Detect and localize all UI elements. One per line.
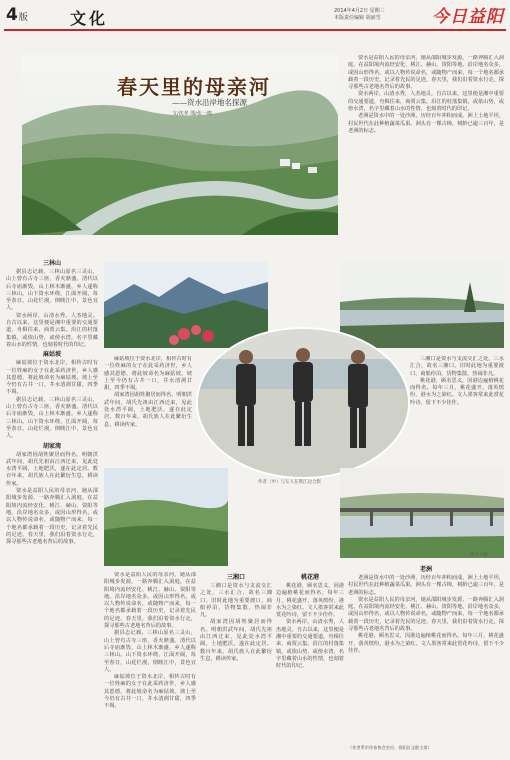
paragraph-taohuagang: 桃花港，顾名思义，因港边遍植桃花而得名。每年三月，桃花盛开，落英缤纷，港水为之染红。文人墨客常来此赏花吟诗，留下不少佳作。 bbox=[276, 583, 344, 619]
intro-paragraph: 资水是益阳人民的母亲河，她从邵阳城步发源，一路奔腾汇入洞庭，在益阳境内流经安化、桃江、赫山、资阳等地。沿岸地名众多，或因山形得名，或以人物传说命名，或随物产而来，每一个地名都承载着一段历史，记录着先民的足迹。春天里，我们沿着资水行走，探寻那些古老地名背后的故事。 bbox=[348, 55, 504, 91]
spring-landscape-image bbox=[104, 468, 228, 566]
group-photo-image bbox=[198, 329, 408, 477]
paragraph-magu: 麻姑坡位于资水北岸，相传古时有一位姓麻的女子在此采药济世，乡人感其恩德，将此坡命名为麻姑坡。坡上至今仍有古井一口，井水清冽甘甜，四季不竭。 bbox=[6, 360, 98, 396]
page-number-value: 4 bbox=[6, 5, 18, 25]
page-suffix: 版 bbox=[18, 13, 28, 23]
author-note: （作者系市作家协会会员、资阳区文联主席） bbox=[348, 745, 432, 750]
paragraph-sanxiang: 三湘口是资水与支流交汇之处，三水汇合，故名三湘口。旧时此地为重要渡口，商船停泊，货物集散，热闹非凡。 bbox=[200, 583, 272, 619]
intro-paragraph-3: 老洲是资水中的一处沙洲，历经百年冲积而成。洲上土地平坦，村民世代在此种植蔬菜瓜果。洲头有一棵古樟，树龄已逾三百年，是老洲的标志。 bbox=[348, 113, 504, 134]
bridge-photo-caption: 资水大桥 bbox=[470, 553, 488, 558]
paragraph-intro-repeat: 资水两岸，山清水秀，人杰地灵。自古以来，这里便是湘中重要的交通要道，舟楫往来，商贾云集。沿江的村落集镇，或依山势，或傍水湾，名字里藏着山水的性情，也刻着时代的印记。 bbox=[6, 312, 98, 348]
section-title: 文化 bbox=[70, 9, 109, 28]
hero-photo bbox=[22, 55, 338, 235]
date-box bbox=[334, 8, 385, 22]
group-photo-caption: 作者（中）与友人在资江边合影 bbox=[258, 480, 321, 485]
intro-column bbox=[348, 55, 504, 233]
bottom-column-3 bbox=[276, 572, 344, 756]
paragraph-sanxiang-2: 三湘口是资水与支流交汇之处，三水汇合，故名三湘口。旧时此地为重要渡口，商船停泊，货物集散，热闹非凡。 bbox=[410, 356, 504, 377]
subhead-sanlin: 三林山 bbox=[42, 260, 61, 267]
mountain-flowers-photo bbox=[104, 262, 268, 348]
subhead-magu: 麻姑坡 bbox=[42, 351, 61, 359]
subhead-laozhou: 老洲 bbox=[419, 566, 432, 573]
paragraph-magu-3: 麻姑坡位于资水北岸，相传古时有一位姓麻的女子在此采药济世，乡人感其恩德，将此坡命名为麻姑坡。坡上至今仍有古井一口，井水清冽甘甜，四季不竭。 bbox=[104, 674, 196, 710]
bottom-column-4 bbox=[348, 564, 504, 744]
river-bank-photo bbox=[340, 262, 504, 348]
paragraph-hujia-3: 胡家湾因胡姓聚居而得名。明朝洪武年间，胡氏先祖由江西迁来，见此处水湾平阔，土地肥沃，遂在此定居。数百年来，胡氏族人在此繁衍生息，耕读传家。 bbox=[200, 619, 272, 662]
spring-landscape-photo bbox=[104, 468, 228, 566]
subhead-taohuagang: 桃花港 bbox=[300, 574, 319, 581]
paragraph-sanlin: 据县志记载，三林山原名三灵山，山上曾有古寺三座，香火鼎盛。清代以后寺庙渐毁，山上林木渐盛，乡人遂称三林山。山下资水环绕，江面开阔，每至春日，山花烂漫，倒映江中，景色宜人。 bbox=[6, 269, 98, 312]
paragraph-intro-4: 资水是益阳人民的母亲河，她从邵阳城步发源，一路奔腾汇入洞庭，在益阳境内流经安化、桃江、赫山、资阳等地。沿岸地名众多，或因山形得名，或以人物传说命名，或随物产而来，每一个地名都承载着一段历史，记录着先民的足迹。春天里，我们沿着资水行走，探寻那些古老地名背后的故事。 bbox=[348, 596, 504, 633]
paragraph-sanlin-3: 据县志记载，三林山原名三灵山，山上曾有古寺三座，香火鼎盛。清代以后寺庙渐毁，山上林木渐盛，乡人遂称三林山。山下资水环绕，江面开阔，每至春日，山花烂漫，倒映江中，景色宜人。 bbox=[104, 630, 196, 673]
paragraph-laozhou: 老洲是资水中的一处沙洲，历经百年冲积而成。洲上土地平坦，村民世代在此种植蔬菜瓜果。洲头有一棵古樟，树龄已逾三百年，是老洲的标志。 bbox=[348, 575, 504, 596]
paragraph-taohua-4: 桃花港，顾名思义，因港边遍植桃花而得名。每年三月，桃花盛开，落英缤纷，港水为之染红。文人墨客常来此赏花吟诗，留下不少佳作。 bbox=[348, 633, 504, 654]
bridge-photo bbox=[340, 468, 504, 558]
left-column bbox=[6, 258, 98, 755]
bridge-image bbox=[340, 468, 504, 558]
newspaper-logo: 今日益阳 bbox=[432, 7, 504, 27]
mountain-flowers-image bbox=[104, 262, 268, 348]
paragraph-taohua-2: 桃花港，顾名思义，因港边遍植桃花而得名。每年三月，桃花盛开，落英缤纷，港水为之染红。文人墨客常来此赏花吟诗，留下不少佳作。 bbox=[410, 377, 504, 406]
paragraph-intro2-3: 资水两岸，山清水秀，人杰地灵。自古以来，这里便是湘中重要的交通要道，舟楫往来，商贾云集。沿江的村落集镇，或依山势，或傍水湾，名字里藏着山水的性情，也刻着时代的印记。 bbox=[276, 619, 344, 670]
paragraph-sanlin-repeat: 据县志记载，三林山原名三灵山，山上曾有古寺三座，香火鼎盛。清代以后寺庙渐毁，山上林木渐盛，乡人遂称三林山。山下资水环绕，江面开阔，每至春日，山花烂漫，倒映江中，景色宜人。 bbox=[6, 396, 98, 440]
paragraph-hujiapaize: 胡家湾因胡姓聚居而得名。明朝洪武年间，胡氏先祖由江西迁来，见此处水湾平阔，土地肥沃，遂在此定居。数百年来，胡氏族人在此繁衍生息，耕读传家。 bbox=[6, 451, 98, 487]
subhead-sanxiang: 三湘口 bbox=[226, 574, 245, 581]
paragraph-intro-3: 资水是益阳人民的母亲河，她从邵阳城步发源，一路奔腾汇入洞庭，在益阳境内流经安化、桃江、赫山、资阳等地。沿岸地名众多，或因山形得名，或以人物传说命名，或随物产而来，每一个地名都承载着一段历史，记录着先民的足迹。春天里，我们沿着资水行走，探寻那些古老地名背后的故事。 bbox=[104, 572, 196, 630]
page-header bbox=[4, 3, 506, 31]
page-number bbox=[6, 5, 28, 25]
paragraph-magu-2: 麻姑坡位于资水北岸，相传古时有一位姓麻的女子在此采药济世，乡人感其恩德，将此坡命名为麻姑坡。坡上至今仍有古井一口，井水清冽甘甜，四季不竭。 bbox=[104, 356, 192, 392]
middle-right-text bbox=[410, 356, 504, 464]
paragraph-intro-repeat-2: 资水是益阳人民的母亲河，她从邵阳城步发源，一路奔腾汇入洞庭，在益阳境内流经安化、桃江、赫山、资阳等地。沿岸地名众多，或因山形得名，或以人物传说命名，或随物产而来，每一个地名都承载着一段历史，记录着先民的足迹。春天里，我们沿着资水行走，探寻那些古老地名背后的故事。 bbox=[6, 488, 98, 546]
river-bank-image bbox=[340, 262, 504, 348]
date-line: 2014年4月2日 星期三 bbox=[334, 8, 385, 14]
group-photo bbox=[196, 327, 410, 479]
flowers-photo-caption: 春到资江 bbox=[170, 559, 188, 564]
subhead-hujiapaize: 胡家湾 bbox=[42, 442, 61, 450]
hero-title: 春天里的母亲河 bbox=[117, 75, 271, 99]
editor-line: 本版责任编辑 胡丽雪 bbox=[334, 15, 381, 21]
middle-left-text bbox=[104, 356, 192, 464]
hero-subtitle: ——资水沿岸地名探源 bbox=[172, 98, 247, 107]
bottom-column-2 bbox=[200, 572, 272, 756]
paragraph-hujia-2: 胡家湾因胡姓聚居而得名。明朝洪武年间，胡氏先祖由江西迁来，见此处水湾平阔，土地肥沃，遂在此定居。数百年来，胡氏族人在此繁衍生息，耕读传家。 bbox=[104, 392, 192, 428]
bottom-column-1 bbox=[104, 572, 196, 756]
intro-paragraph-2: 资水两岸，山清水秀，人杰地灵。自古以来，这里便是湘中重要的交通要道，舟楫往来，商贾云集。沿江的村落集镇，或依山势，或傍水湾，名字里藏着山水的性情，也刻着时代的印记。 bbox=[348, 91, 504, 113]
hero-credit: 文/沈孝 图/伍一鸣 bbox=[172, 111, 212, 117]
